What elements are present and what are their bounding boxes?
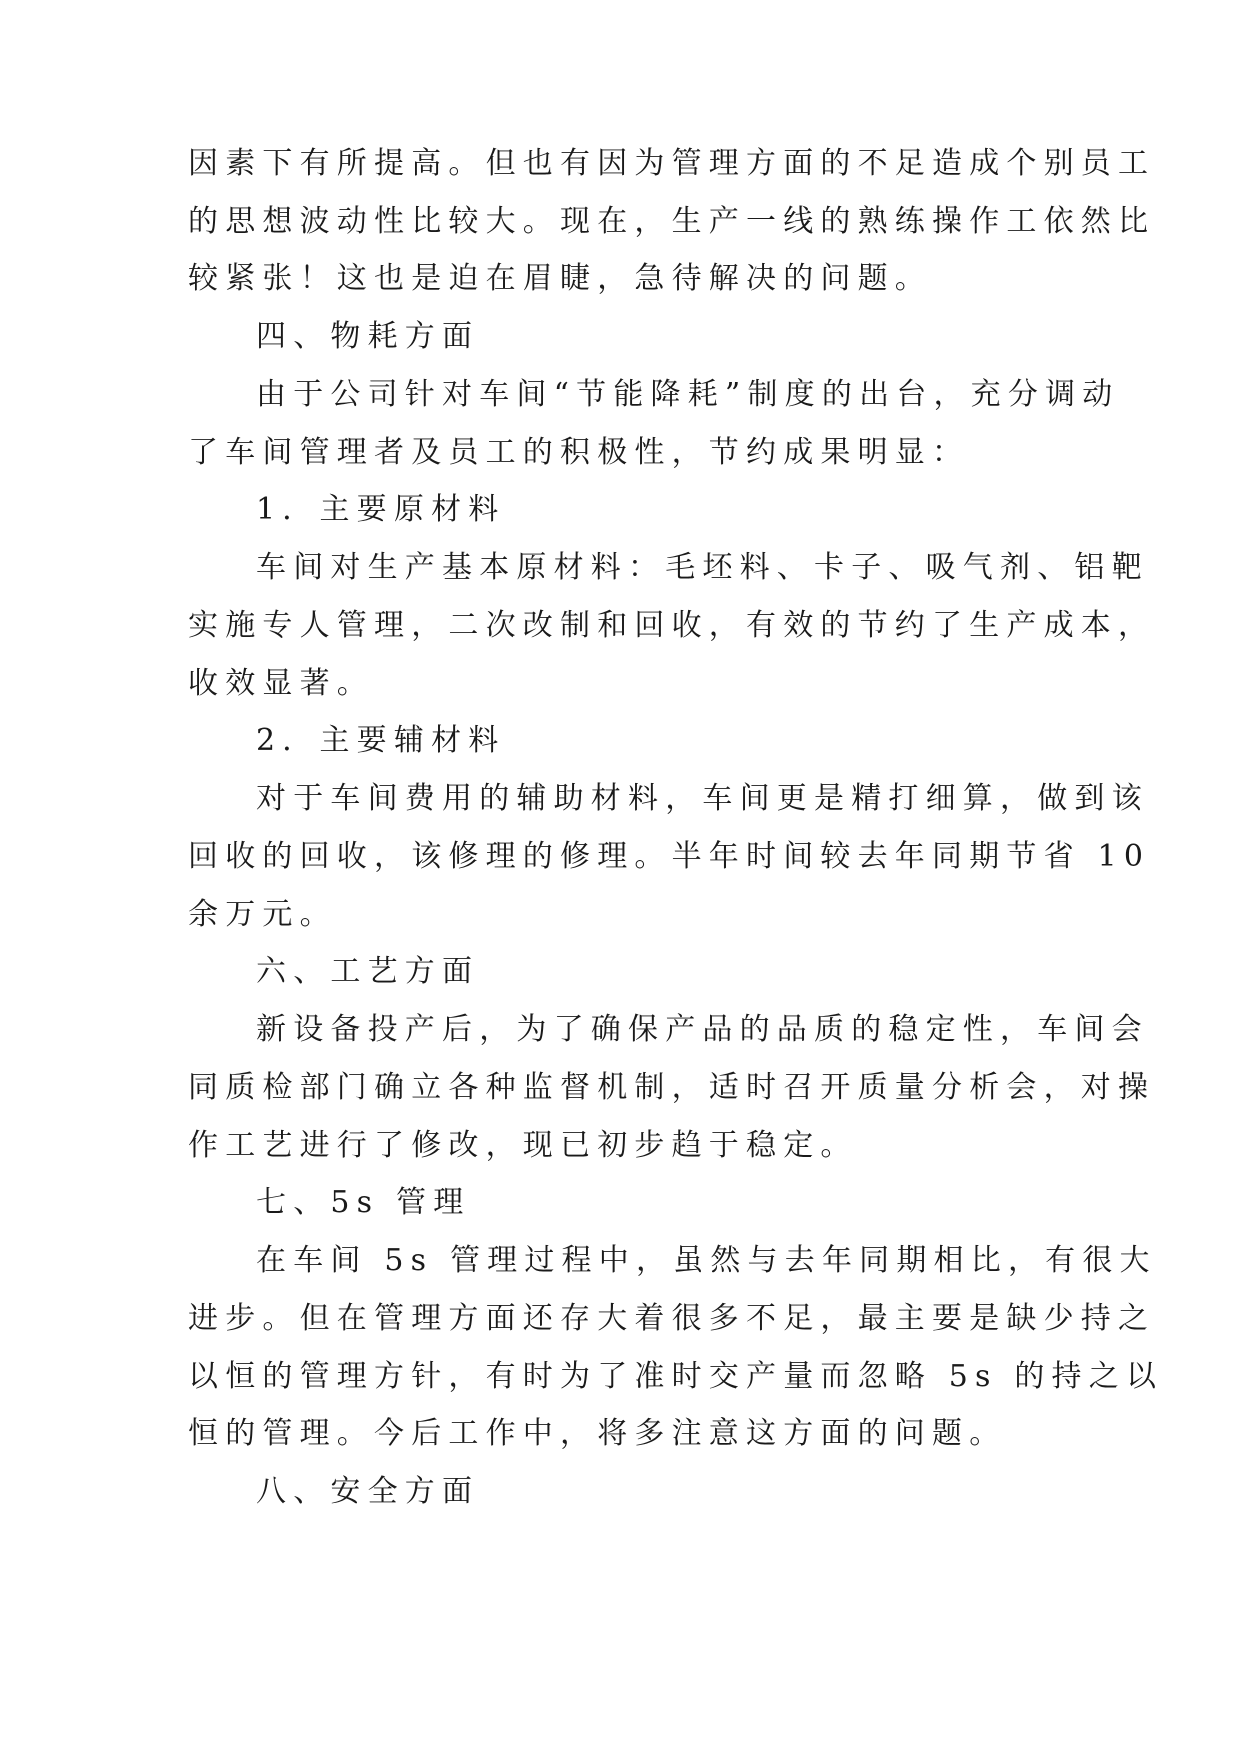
paragraph-line: 恒的管理。今后工作中，将多注意这方面的问题。 — [188, 1416, 1007, 1451]
paragraph-line: 对于车间费用的辅助材料，车间更是精打细算，做到该 — [256, 781, 1149, 816]
section-heading: 六、工艺方面 — [256, 954, 480, 989]
subsection-heading: 1．主要原材料 — [256, 492, 506, 527]
paragraph-line: 回收的回收，该修理的修理。半年时间较去年同期节省 10 — [188, 839, 1151, 874]
paragraph-line: 收效显著。 — [188, 666, 374, 701]
paragraph-line: 以恒的管理方针，有时为了准时交产量而忽略 5s 的持之以 — [188, 1359, 1164, 1394]
paragraph-line: 因素下有所提高。但也有因为管理方面的不足造成个别员工 — [188, 146, 1156, 181]
paragraph-line: 车间对生产基本原材料：毛坯料、卡子、吸气剂、铝靶 — [256, 550, 1149, 585]
paragraph-line: 的思想波动性比较大。现在，生产一线的熟练操作工依然比 — [188, 204, 1156, 239]
section-heading: 四、物耗方面 — [256, 319, 480, 354]
paragraph-line: 了车间管理者及员工的积极性，节约成果明显： — [188, 435, 970, 470]
paragraph-line: 由于公司针对车间“节能降耗”制度的出台，充分调动 — [256, 377, 1120, 412]
paragraph-line: 作工艺进行了修改，现已初步趋于稳定。 — [188, 1128, 858, 1163]
paragraph-line: 在车间 5s 管理过程中，虽然与去年同期相比，有很大 — [256, 1243, 1157, 1278]
section-heading: 八、安全方面 — [256, 1474, 480, 1509]
paragraph-line: 新设备投产后，为了确保产品的品质的稳定性，车间会 — [256, 1012, 1149, 1047]
paragraph-line: 较紧张！这也是迫在眉睫，急待解决的问题。 — [188, 261, 932, 296]
paragraph-line: 进步。但在管理方面还存大着很多不足，最主要是缺少持之 — [188, 1301, 1156, 1336]
paragraph-line: 同质检部门确立各种监督机制，适时召开质量分析会，对操 — [188, 1070, 1156, 1105]
section-heading: 七、5s 管理 — [256, 1185, 471, 1220]
paragraph-line: 实施专人管理，二次改制和回收，有效的节约了生产成本， — [188, 608, 1156, 643]
paragraph-line: 余万元。 — [188, 897, 337, 932]
subsection-heading: 2．主要辅材料 — [256, 723, 506, 758]
